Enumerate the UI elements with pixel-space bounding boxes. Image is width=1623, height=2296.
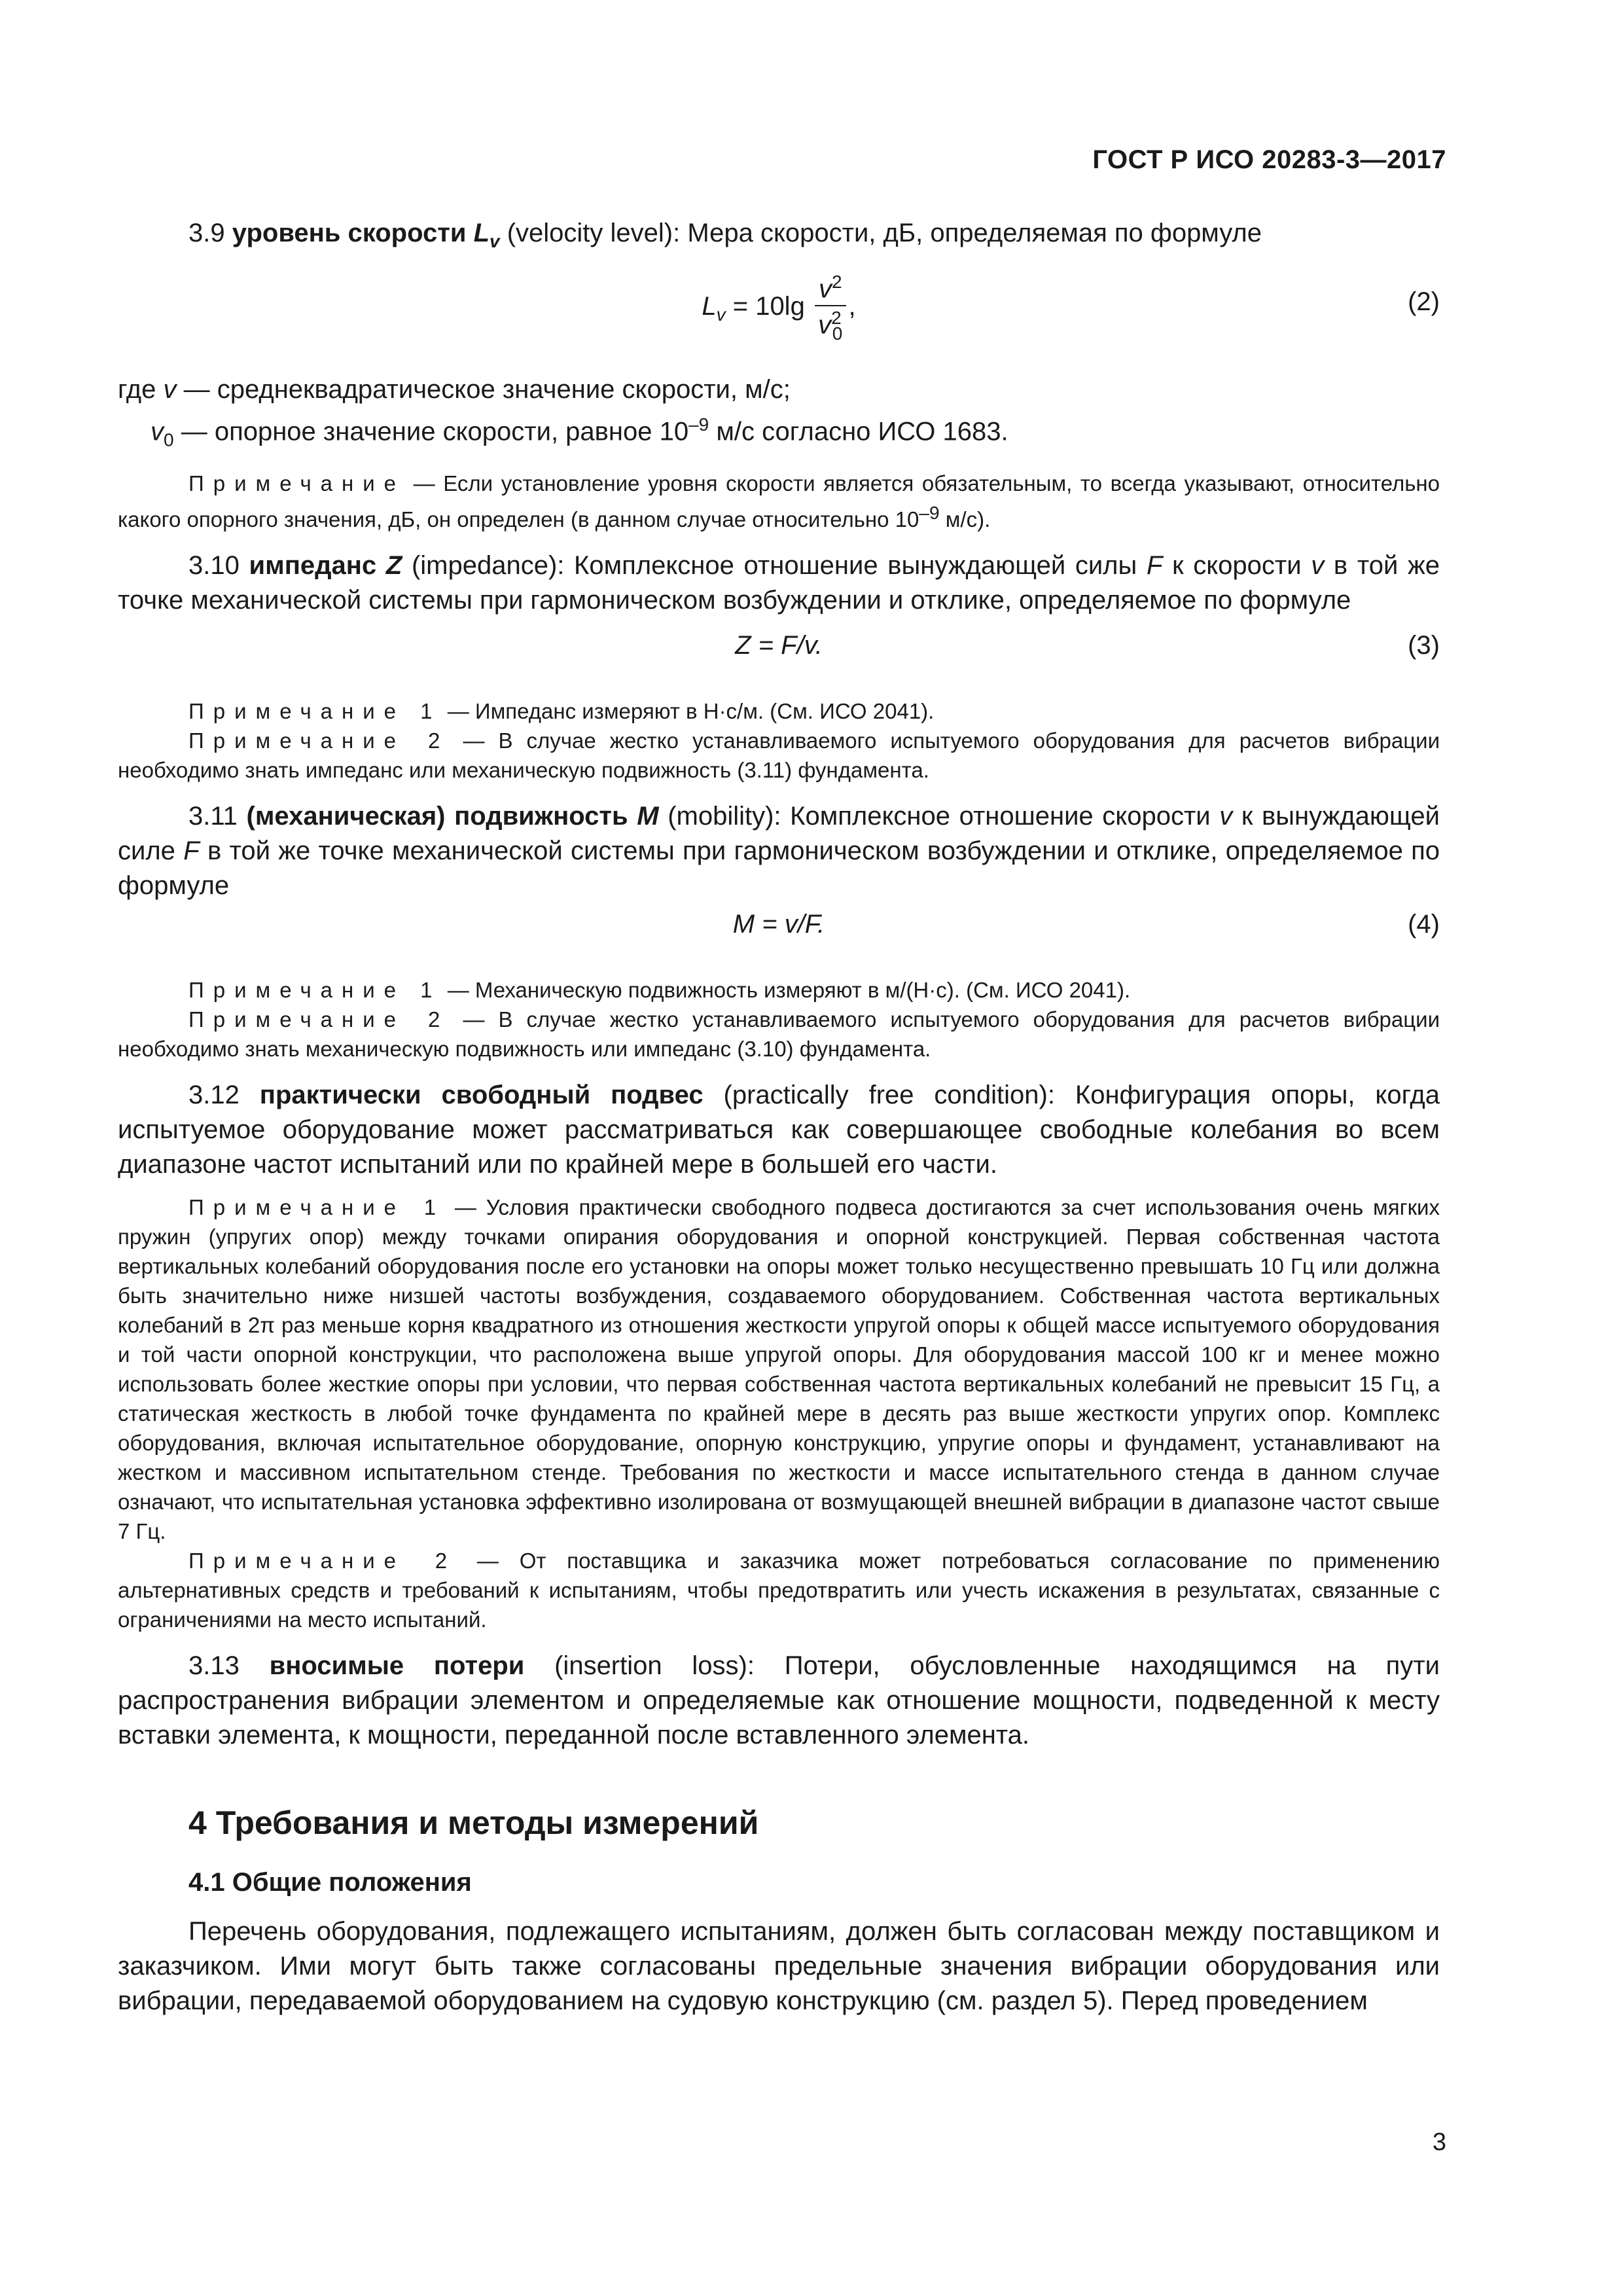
term: практически свободный подвес <box>259 1081 704 1110</box>
term: импеданс <box>249 551 377 581</box>
fraction: $\frac{v^2}{v^2_0}$ <box>815 272 846 344</box>
clause-number: 3.12 <box>188 1081 240 1110</box>
formula-number: (3) <box>1408 631 1440 660</box>
document-header: ГОСТ Р ИСО 20283-3—2017 <box>1092 145 1446 174</box>
where-line-2: $v_0$ — опорное значение скорости, равное $10^{-9}$ м/с согласно ИСО 1683. <box>151 414 1008 450</box>
note-3-12-2: Примечание 2 — От поставщика и заказчика может потребоваться согласование по применению альтернативных средств и требований к испытаниям, чтобы предотвратить или учесть искажения в результатах, связанные с ограничениями на место испытаний. <box>118 1549 1440 1632</box>
formula-2 <box>118 268 1440 346</box>
note-3-11-1: Примечание 1 — Механическую подвижность измеряют в м/(Н·с). (См. ИСО 2041). <box>188 978 1131 1003</box>
note-3-9: Примечание — Если установление уровня скорости является обязательным, то всегда указывают, относительно какого опорного значения, дБ, он определен (в данном случае относительно $10^{-9}$ м/с). <box>118 471 1440 532</box>
definition-3-10: 3.10 импеданс Z (impedance): Комплексное отношение вынуждающей силы F к скорости v в той же точке механической системы при гармоническом возбуждении и отклике, определяемое по формуле <box>118 551 1440 615</box>
definition-3-9: 3.9 уровень скорости $L_v$ (velocity level): Мера скорости, дБ, определяемая по формуле <box>188 219 1262 251</box>
section-heading: 4 Требования и методы измерений <box>188 1804 759 1842</box>
term-symbol: Z <box>385 551 402 581</box>
formula-expression: Z = F/v. <box>735 631 823 660</box>
definition-text: (velocity level): Мера скорости, дБ, определяемая по формуле <box>507 219 1262 247</box>
definition-3-13: 3.13 вносимые потери (insertion loss): Потери, обусловленные находящимся на пути распространения вибрации элементом и определяемые как отношение мощности, подведенной к месту вставки элемента, к мощности, переданной после вставленного элемента. <box>118 1651 1440 1750</box>
clause-number: 3.9 <box>188 219 225 247</box>
term-symbol: L <box>473 219 490 247</box>
term: вносимые потери <box>269 1651 525 1681</box>
term: уровень скорости <box>232 219 467 247</box>
note-3-10-1: Примечание 1 — Импеданс измеряют в Н·с/м. (См. ИСО 2041). <box>188 699 935 724</box>
subsection-text: Перечень оборудования, подлежащего испытаниям, должен быть согласован между поставщиком и заказчиком. Ими могут быть также согласованы предельные значения вибрации оборудования или вибрации, передаваемой оборудованием на судовую конструкцию (см. раздел 5). Перед проведением <box>118 1917 1440 2016</box>
definition-3-11: 3.11 (механическая) подвижность M (mobility): Комплексное отношение скорости v к вынуждающей силе F в той же точке механической системы при гармоническом возбуждении и отклике, определяемое по формуле <box>118 802 1440 901</box>
subsection-heading: 4.1 Общие положения <box>188 1868 472 1897</box>
note-3-11-2: Примечание 2 — В случае жестко устанавливаемого испытуемого оборудования для расчетов вибрации необходимо знать механическую подвижность или импеданс (3.10) фундамента. <box>118 1007 1440 1062</box>
formula-4 <box>118 903 1440 975</box>
clause-number: 3.10 <box>188 551 240 581</box>
page-number: 3 <box>1432 2128 1446 2156</box>
formula-number: (2) <box>1408 287 1440 316</box>
definition-3-12: 3.12 практически свободный подвес (practically free condition): Конфигурация опоры, когда испытуемое оборудование может рассматриваться как совершающее свободные колебания во всем диапазоне частот испытаний или по крайней мере в большей его части. <box>118 1081 1440 1179</box>
formula-expression: $L_v = 10\lg$ $\frac{v^2}{v^2_0}$ , <box>702 272 856 344</box>
page-content <box>118 216 1440 2018</box>
formula-expression: M = v/F. <box>732 910 825 939</box>
clause-number: 3.11 <box>188 802 238 831</box>
where-line-1: где v — среднеквадратическое значение скорости, м/с; <box>118 375 791 404</box>
formula-3 <box>118 624 1440 696</box>
formula-number: (4) <box>1408 910 1440 939</box>
term-symbol: M <box>637 802 659 831</box>
note-3-12-1: Примечание 1 — Условия практически свободного подвеса достигаются за счет использования очень мягких пружин (упругих опор) между точками опирания оборудования и опорной конструкцией. Первая собственная частота вертикальных колебаний оборудования после его установки на опоры может только несущественно превышать 10 Гц или должна быть значительно ниже низшей частоты возбуждения, создаваемого оборудованием. Собственная частота вертикальных колебаний в 2π раз меньше корня квадратного из отношения жесткости упругой опоры к общей массе испытуемого оборудования и той части опорной конструкции, что расположена выше упругой опоры. Для оборудования массой 100 кг и менее можно использовать более жесткие опоры при условии, что первая собственная частота вертикальных колебаний не превысит 15 Гц, а статическая жесткость в любой точке фундамента по крайней мере в десять раз выше жесткости упругих опор. Комплекс оборудования, включая испытательное оборудование, опорную конструкцию, упругие опоры и фундамент, устанавливают на жестком и массивном испытательном стенде. Требования по жесткости и массе испытательного стенда в данном случае означают, что испытательная установка эффективно изолирована от возмущающей внешней вибрации в диапазоне частот свыше 7 Гц. <box>118 1195 1440 1544</box>
note-3-10-2: Примечание 2 — В случае жестко устанавливаемого испытуемого оборудования для расчетов вибрации необходимо знать импеданс или механическую подвижность (3.11) фундамента. <box>118 728 1440 783</box>
clause-number: 3.13 <box>188 1651 240 1681</box>
term: (механическая) подвижность <box>246 802 628 831</box>
